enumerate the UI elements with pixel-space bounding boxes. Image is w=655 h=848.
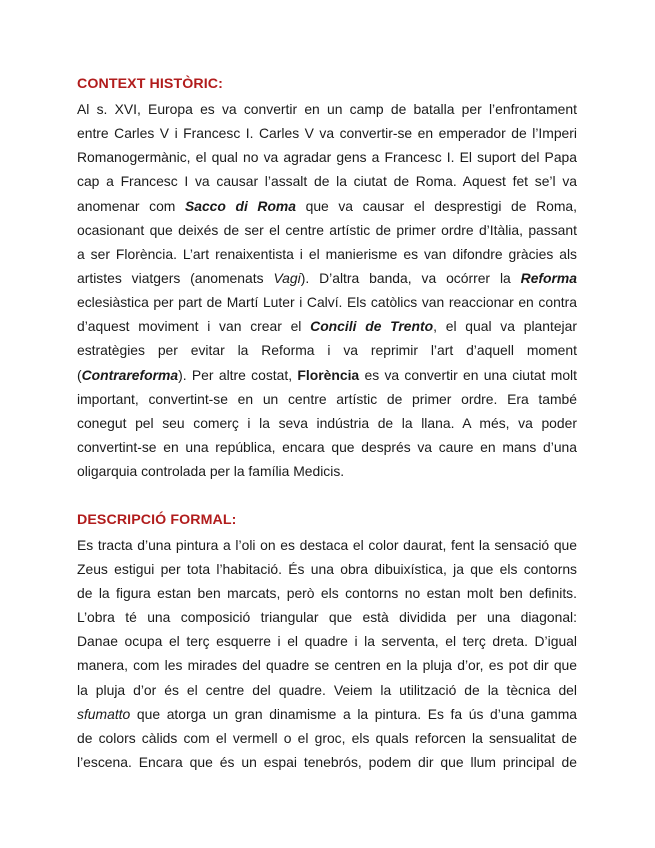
context-body — [77, 97, 577, 483]
emphasized-text: Reforma — [520, 269, 577, 286]
text-line — [77, 411, 577, 435]
text-line — [77, 363, 577, 387]
text-run: ). D’altra banda, va ocórrer la — [300, 269, 521, 286]
text-line — [77, 435, 577, 459]
text-line — [77, 218, 577, 242]
text-line — [77, 605, 577, 629]
text-line — [77, 169, 577, 193]
document-page — [77, 72, 577, 774]
text-line — [77, 338, 577, 362]
emphasized-text: Vagi — [273, 269, 301, 286]
text-run: Romanogermànic, el qual no va agradar gens a Francesc I. El suport del Papa — [77, 149, 577, 166]
description-heading: DESCRIPCIÓ FORMAL: — [77, 511, 237, 528]
emphasized-text: Florència — [297, 366, 360, 383]
text-run: de colors càlids com el vermell o el groc, els quals reforcen la sensualitat de — [77, 729, 577, 746]
emphasized-text: sfumatto — [77, 705, 131, 722]
text-run: ( — [77, 366, 82, 383]
description-body — [77, 533, 577, 774]
text-line — [77, 581, 577, 605]
text-run: convertint-se en una república, encara que després va caure en mans d’una — [77, 438, 577, 455]
text-run: que atorga un gran dinamisme a la pintura. Es fa ús d’una gamma — [130, 705, 577, 722]
text-run: Al s. XVI, Europa es va convertir en un camp de batalla per l’enfrontament — [77, 101, 577, 117]
text-line — [77, 678, 577, 702]
text-run: important, convertint-se en un centre artístic de primer ordre. Era també — [77, 390, 577, 407]
text-line — [77, 750, 577, 774]
text-line — [77, 194, 577, 218]
text-run: de la figura estan ben marcats, però els contorns no estan molt ben definits. — [77, 585, 577, 602]
text-line — [77, 533, 577, 557]
text-line — [77, 121, 577, 145]
text-run: conegut pel seu comerç i la seva indústria de la llana. A més, va poder — [77, 414, 577, 431]
text-line — [77, 242, 577, 266]
emphasized-text: Concili de Trento — [310, 318, 434, 335]
text-run: eclesiàstica per part de Martí Luter i Calví. Els catòlics van reaccionar en contra — [77, 294, 577, 311]
text-run: entre Carles V i Francesc I. Carles V va convertir-se en emperador de l’Imperi — [77, 125, 577, 142]
text-run: L’obra té una composició triangular que està dividida per una diagonal: — [77, 609, 577, 626]
text-line — [77, 459, 577, 483]
text-line — [77, 629, 577, 653]
context-heading: CONTEXT HISTÒRIC: — [77, 76, 223, 92]
text-run: , el qual va plantejar — [433, 318, 577, 335]
text-run: artistes viatgers (anomenats — [77, 269, 274, 286]
text-line — [77, 387, 577, 411]
text-run: ocasionant que deixés de ser el centre artístic de primer ordre d’Itàlia, passant — [77, 221, 577, 238]
text-run: la pluja d’or és el centre del quadre. Veiem la utilització de la tècnica del — [77, 681, 577, 698]
text-run: Zeus estigui per tota l’habitació. És una obra dibuixística, ja que els contorns — [77, 560, 577, 577]
text-run: oligarquia controlada per la família Medicis. — [77, 463, 345, 480]
text-line — [77, 726, 577, 750]
text-line — [77, 653, 577, 677]
text-line — [77, 557, 577, 581]
description-section — [77, 508, 577, 774]
text-run: ). Per altre costat, — [178, 366, 298, 383]
emphasized-text: Sacco di Roma — [184, 197, 297, 214]
text-line — [77, 314, 577, 338]
text-line — [77, 290, 577, 314]
text-run: l’escena. Encara que és un espai tenebrós, podem dir que llum principal de — [77, 754, 577, 771]
text-run: Danae ocupa el terç esquerre i el quadre i la serventa, el terç dreta. D’igual — [77, 633, 577, 650]
text-line — [77, 266, 577, 290]
text-run: estratègies per evitar la Reforma i va reprimir l’art d’aquell moment — [77, 342, 577, 359]
text-run: es va convertir en una ciutat molt — [359, 366, 577, 383]
text-run: manera, com les mirades del quadre se centren en la pluja d’or, es pot dir que — [77, 657, 577, 674]
emphasized-text: Contrareforma — [81, 366, 179, 383]
text-run: anomenar com — [77, 197, 185, 214]
text-run: Es tracta d’una pintura a l’oli on es destaca el color daurat, fent la sensació que — [77, 536, 577, 553]
text-run: cap a Francesc I va causar l’assalt de la ciutat de Roma. Aquest fet se’l va — [77, 173, 577, 190]
text-line — [77, 702, 577, 726]
text-run: a ser Florència. L’art renaixentista i el manierisme es van difondre gràcies als — [77, 245, 577, 262]
text-line — [77, 97, 577, 121]
text-run: que va causar el desprestigi de Roma, — [296, 197, 577, 214]
text-run: d’aquest moviment i van crear el — [77, 318, 311, 335]
context-section — [77, 72, 577, 483]
text-line — [77, 145, 577, 169]
